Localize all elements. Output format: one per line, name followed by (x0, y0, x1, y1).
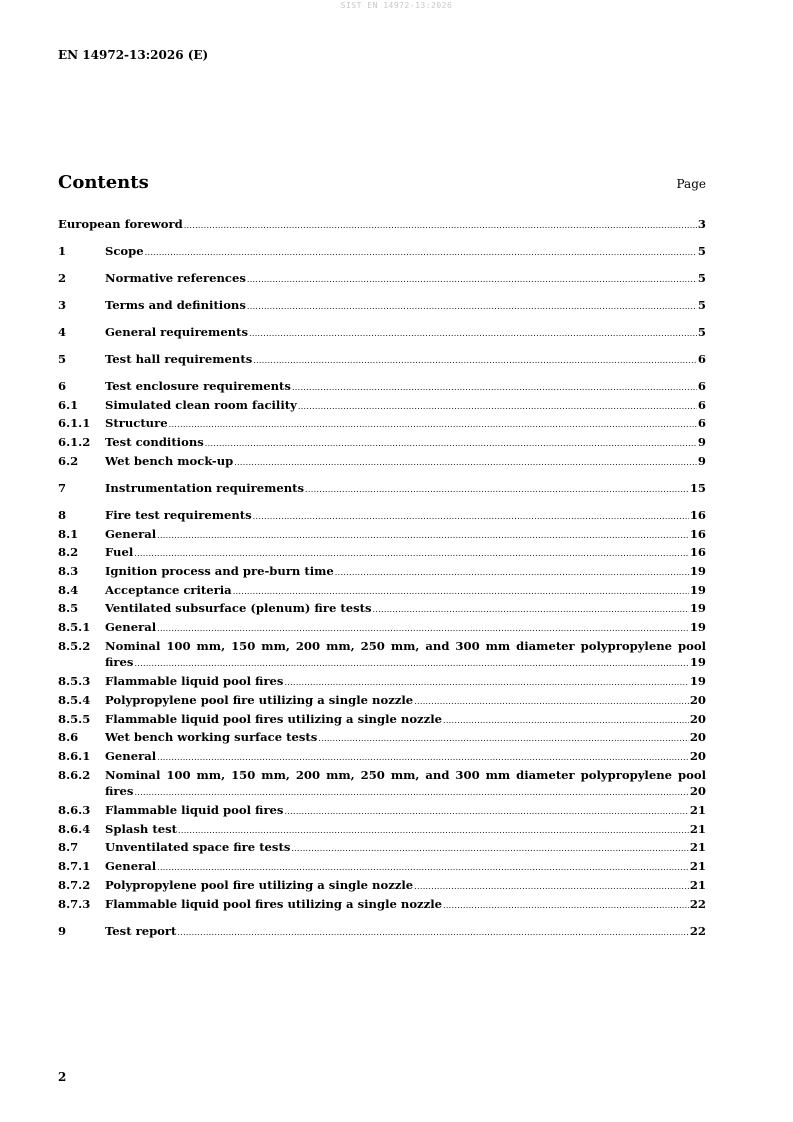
toc-entry-page: 5 (697, 271, 706, 285)
toc-leader-dots (205, 434, 697, 453)
toc-leader-dots (373, 600, 689, 619)
toc-entry-page: 20 (689, 730, 706, 745)
toc-leader-dots (414, 692, 689, 711)
toc-leader-dots (145, 243, 697, 262)
toc-leader-dots (178, 821, 689, 840)
toc-entry-page: 20 (689, 784, 706, 799)
toc-entry-page: 21 (689, 840, 706, 855)
toc-entry[interactable] (58, 324, 706, 343)
toc-entry-title: Flammable liquid pool fires (105, 803, 284, 818)
toc-entry-title: Flammable liquid pool fires utilizing a single nozzle (105, 711, 442, 726)
toc-entry[interactable] (58, 767, 706, 802)
toc-entry[interactable] (58, 243, 706, 262)
toc-entry[interactable] (58, 619, 706, 638)
toc-entry-page: 20 (689, 748, 706, 763)
toc-entry[interactable] (58, 858, 706, 877)
toc-entry[interactable] (58, 711, 706, 730)
toc-entry-title: General (105, 620, 157, 635)
toc-entry-number: 8.7.1 (58, 859, 91, 874)
toc-entry-title: General (105, 526, 157, 541)
toc-entry-number: 8.6 (58, 730, 79, 745)
toc-entry-page: 19 (689, 655, 706, 670)
toc-leader-dots (305, 480, 689, 499)
toc-entry-number: 8.7.3 (58, 896, 91, 911)
toc-entry-title: Instrumentation requirements (105, 480, 305, 495)
toc-entry-page: 6 (697, 397, 706, 412)
toc-entry-title: Polypropylene pool fire utilizing a single nozzle (105, 692, 414, 707)
toc-entry-page: 6 (697, 416, 706, 431)
toc-entry-number: 8.5 (58, 601, 79, 616)
toc-entry-title-continued: fires (105, 784, 134, 799)
toc-entry-title: Terms and definitions (105, 298, 246, 312)
toc-entry[interactable] (58, 507, 706, 526)
contents-heading: Contents (58, 172, 149, 193)
toc-entry-title: Test report (105, 923, 177, 938)
toc-entry[interactable] (58, 544, 706, 563)
toc-leader-dots (253, 507, 689, 526)
toc-entry-title: Scope (105, 244, 144, 258)
table-of-contents (58, 216, 706, 941)
page-number: 2 (58, 1070, 67, 1084)
toc-leader-dots (134, 544, 689, 563)
toc-entry-title: Ignition process and pre-burn time (105, 563, 334, 578)
toc-entry-title: Normative references (105, 271, 246, 285)
toc-entry-number: 8.6.3 (58, 803, 91, 818)
toc-entry-number: 8.7 (58, 840, 79, 855)
toc-entry-number: 8.7.2 (58, 877, 91, 892)
toc-entry-title: Simulated clean room facility (105, 397, 297, 412)
toc-entry-page: 16 (689, 507, 706, 522)
toc-entry-number: 8.6.1 (58, 748, 91, 763)
toc-entry-title: Fire test requirements (105, 507, 252, 522)
toc-entry[interactable] (58, 415, 706, 434)
toc-entry-title: Fuel (105, 545, 134, 560)
toc-entry-title: General requirements (105, 325, 249, 339)
toc-entry[interactable] (58, 453, 706, 472)
toc-entry-page: 6 (697, 379, 706, 393)
toc-entry-number: 8.5.5 (58, 711, 91, 726)
toc-entry-page: 9 (697, 453, 706, 468)
toc-leader-dots (184, 216, 697, 235)
toc-entry-title: General (105, 748, 157, 763)
toc-entry-number: 6.1 (58, 397, 79, 412)
toc-leader-dots (335, 563, 689, 582)
toc-entry-page: 22 (689, 896, 706, 911)
toc-leader-dots (249, 324, 697, 343)
toc-entry-page: 9 (697, 435, 706, 450)
toc-entry-title: Flammable liquid pool fires utilizing a single nozzle (105, 896, 442, 911)
toc-entry[interactable] (58, 692, 706, 711)
toc-entry[interactable] (58, 748, 706, 767)
toc-entry-number: 8.5.4 (58, 692, 91, 707)
toc-leader-dots (234, 453, 697, 472)
toc-entry[interactable] (58, 877, 706, 896)
toc-entry-page: 5 (697, 298, 706, 312)
toc-entry-number: 7 (58, 480, 67, 495)
toc-entry-title: Structure (105, 416, 168, 431)
toc-entry-title: Test hall requirements (105, 352, 253, 366)
toc-entry-title: Ventilated subsurface (plenum) fire tests (105, 601, 372, 616)
toc-entry[interactable] (58, 480, 706, 499)
toc-leader-dots (414, 877, 689, 896)
toc-entry-number: 8.5.3 (58, 674, 91, 689)
toc-entry-number: 8.6.4 (58, 821, 91, 836)
toc-entry[interactable] (58, 434, 706, 453)
toc-entry-number: 4 (58, 325, 67, 339)
toc-leader-dots (298, 397, 697, 416)
toc-entry-number: 5 (58, 352, 67, 366)
toc-entry[interactable] (58, 638, 706, 673)
toc-entry[interactable] (58, 351, 706, 370)
toc-entry[interactable] (58, 729, 706, 748)
toc-entry-number: 6 (58, 379, 67, 393)
toc-entry[interactable] (58, 297, 706, 316)
toc-entry-title: Wet bench mock-up (105, 453, 234, 468)
toc-entry-page: 20 (689, 692, 706, 707)
toc-entry-title: Flammable liquid pool fires (105, 674, 284, 689)
toc-entry-number: 6.1.2 (58, 435, 91, 450)
toc-entry-title: Nominal 100 mm, 150 mm, 200 mm, 250 mm, and 300 mm diameter polypropylene pool (105, 767, 706, 782)
toc-entry-title: Test conditions (105, 435, 204, 450)
toc-entry-page: 19 (689, 582, 706, 597)
toc-entry[interactable] (58, 378, 706, 397)
toc-leader-dots (157, 526, 689, 545)
toc-entry-title: European foreword (58, 217, 183, 231)
toc-entry[interactable] (58, 582, 706, 601)
toc-entry-page: 19 (689, 674, 706, 689)
toc-entry-number: 6.1.1 (58, 416, 91, 431)
toc-entry-page: 19 (689, 601, 706, 616)
toc-entry-number: 8.5.1 (58, 620, 91, 635)
toc-entry-page: 5 (697, 325, 706, 339)
toc-entry-number: 8 (58, 507, 67, 522)
toc-leader-dots (157, 619, 689, 638)
toc-entry-title: Nominal 100 mm, 150 mm, 200 mm, 250 mm, and 300 mm diameter polypropylene pool (105, 638, 706, 653)
toc-entry-number: 6.2 (58, 453, 79, 468)
toc-entry-page: 21 (689, 859, 706, 874)
toc-entry-title: General (105, 859, 157, 874)
toc-leader-dots (134, 783, 688, 802)
toc-entry-title-continued: fires (105, 655, 134, 670)
toc-entry-page: 21 (689, 803, 706, 818)
toc-entry[interactable] (58, 270, 706, 289)
toc-leader-dots (443, 896, 689, 915)
toc-leader-dots (177, 923, 688, 942)
toc-entry[interactable] (58, 526, 706, 545)
toc-entry-page: 20 (689, 711, 706, 726)
toc-entry[interactable] (58, 839, 706, 858)
toc-entry-number: 8.3 (58, 563, 79, 578)
toc-entry-number: 8.2 (58, 545, 79, 560)
toc-leader-dots (284, 673, 688, 692)
toc-entry-title: Acceptance criteria (105, 582, 232, 597)
toc-entry-number: 1 (58, 244, 67, 258)
toc-entry[interactable] (58, 896, 706, 915)
toc-entry-page: 3 (697, 217, 706, 231)
toc-leader-dots (291, 839, 689, 858)
toc-leader-dots (169, 415, 697, 434)
toc-entry-number: 8.1 (58, 526, 79, 541)
toc-entry-page: 16 (689, 526, 706, 541)
toc-entry-page: 6 (697, 352, 706, 366)
toc-entry[interactable] (58, 923, 706, 942)
toc-entry[interactable] (58, 821, 706, 840)
toc-leader-dots (443, 711, 689, 730)
page-column-label: Page (676, 177, 706, 191)
toc-entry-page: 19 (689, 563, 706, 578)
toc-entry[interactable] (58, 216, 706, 235)
toc-entry[interactable] (58, 802, 706, 821)
toc-entry[interactable] (58, 397, 706, 416)
toc-entry-title: Unventilated space fire tests (105, 840, 291, 855)
toc-entry-number: 8.4 (58, 582, 79, 597)
toc-entry-title: Wet bench working surface tests (105, 730, 318, 745)
toc-entry-page: 16 (689, 545, 706, 560)
toc-entry-number: 3 (58, 298, 67, 312)
toc-entry-title: Splash test (105, 821, 178, 836)
toc-entry[interactable] (58, 563, 706, 582)
toc-leader-dots (134, 654, 688, 673)
toc-entry-number: 2 (58, 271, 67, 285)
toc-entry-page: 21 (689, 821, 706, 836)
toc-leader-dots (247, 297, 697, 316)
toc-entry-title: Polypropylene pool fire utilizing a single nozzle (105, 877, 414, 892)
toc-leader-dots (157, 748, 689, 767)
toc-entry-page: 19 (689, 620, 706, 635)
toc-entry-page: 21 (689, 877, 706, 892)
toc-leader-dots (318, 729, 689, 748)
toc-entry-page: 15 (689, 480, 706, 495)
watermark: SIST EN 14972-13:2026 (340, 1, 453, 10)
toc-entry-title: Test enclosure requirements (105, 379, 291, 393)
toc-entry-number: 9 (58, 923, 67, 938)
toc-entry-number: 8.6.2 (58, 767, 91, 782)
toc-leader-dots (284, 802, 688, 821)
toc-entry[interactable] (58, 600, 706, 619)
toc-leader-dots (157, 858, 689, 877)
toc-leader-dots (292, 378, 697, 397)
toc-leader-dots (233, 582, 689, 601)
toc-leader-dots (253, 351, 697, 370)
toc-entry-number: 8.5.2 (58, 638, 91, 653)
toc-entry-page: 22 (689, 923, 706, 938)
toc-entry[interactable] (58, 673, 706, 692)
toc-entry-page: 5 (697, 244, 706, 258)
document-id: EN 14972-13:2026 (E) (58, 48, 209, 62)
toc-leader-dots (247, 270, 697, 289)
